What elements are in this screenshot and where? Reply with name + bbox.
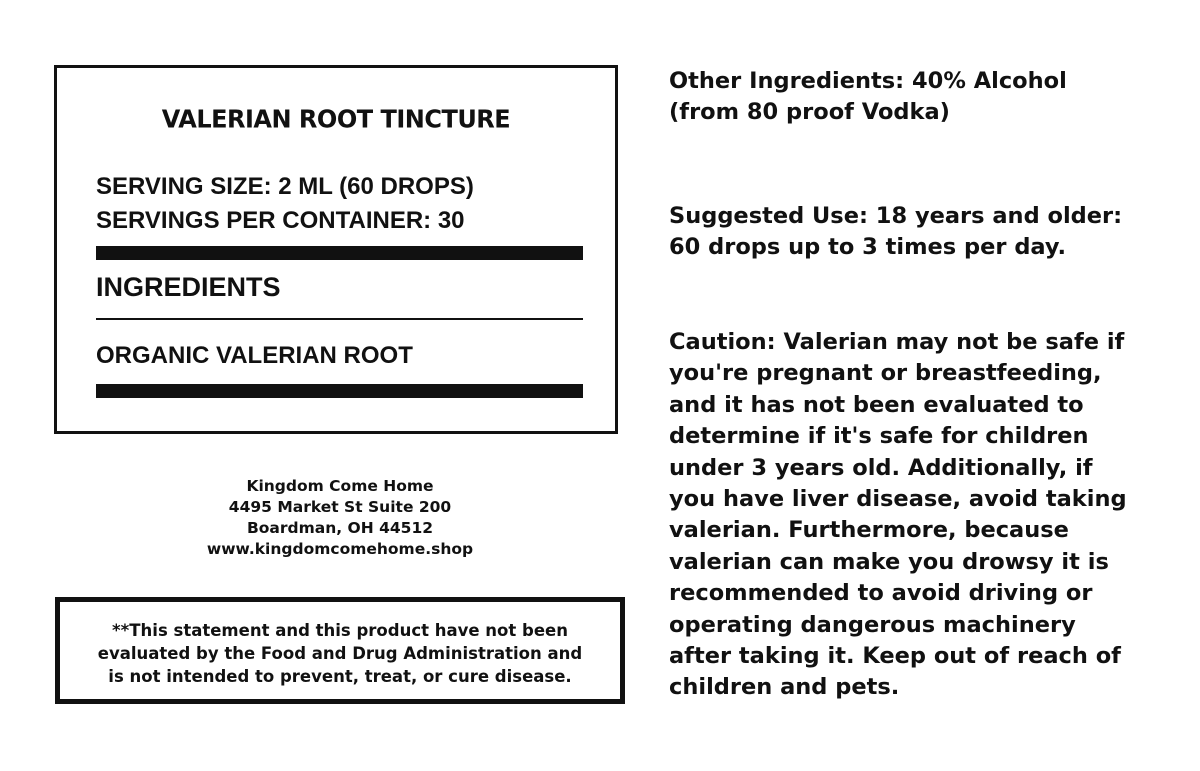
product-title: VALERIAN ROOT TINCTURE [161, 104, 511, 134]
serving-size: SERVING SIZE: 2 ML (60 DROPS) [96, 173, 474, 200]
thick-divider-bottom [96, 384, 583, 398]
suggested-use-line: 60 drops up to 3 times per day. [669, 234, 1067, 261]
other-ingredients-line: (from 80 proof Vodka) [669, 99, 950, 126]
caution-line: after taking it. Keep out of reach of [669, 643, 1121, 670]
thick-divider [96, 246, 583, 260]
other-ingredients [669, 66, 1189, 129]
thin-divider [96, 318, 583, 320]
company-name: Kingdom Come Home [246, 477, 434, 495]
disclaimer-line: is not intended to prevent, treat, or cure disease. [108, 667, 572, 686]
caution-line: determine if it's safe for children [669, 423, 1089, 450]
fda-disclaimer [60, 619, 620, 688]
company-website: www.kingdomcomehome.shop [206, 540, 474, 558]
caution-line: children and pets. [669, 674, 900, 701]
fda-disclaimer-box [55, 597, 625, 704]
caution-line: operating dangerous machinery [669, 611, 1076, 638]
disclaimer-line: evaluated by the Food and Drug Administration and [97, 644, 583, 663]
caution-line: valerian. Furthermore, because [669, 517, 1069, 544]
suggested-use-line: Suggested Use: 18 years and older: [669, 203, 1123, 229]
caution-line: under 3 years old. Additionally, if [669, 454, 1093, 481]
caution-line: valerian can make you drowsy it is [669, 548, 1109, 575]
company-info [175, 476, 505, 560]
supplement-facts-box [54, 65, 618, 434]
disclaimer-line: **This statement and this product have not been [112, 621, 568, 640]
ingredients-heading: INGREDIENTS [96, 272, 281, 302]
caution-line: and it has not been evaluated to [669, 391, 1084, 418]
caution-line: you have liver disease, avoid taking [669, 486, 1127, 513]
servings-per-container: SERVINGS PER CONTAINER: 30 [96, 207, 465, 234]
caution-text [669, 327, 1189, 704]
company-street: 4495 Market St Suite 200 [228, 498, 452, 516]
caution-line: recommended to avoid driving or [669, 580, 1093, 607]
caution-line: you're pregnant or breastfeeding, [669, 360, 1102, 387]
other-ingredients-line: Other Ingredients: 40% Alcohol [669, 68, 1067, 94]
company-city: Boardman, OH 44512 [246, 519, 434, 537]
caution-line: Caution: Valerian may not be safe if [669, 329, 1125, 355]
suggested-use [669, 201, 1189, 264]
ingredient-item: ORGANIC VALERIAN ROOT [96, 342, 413, 369]
